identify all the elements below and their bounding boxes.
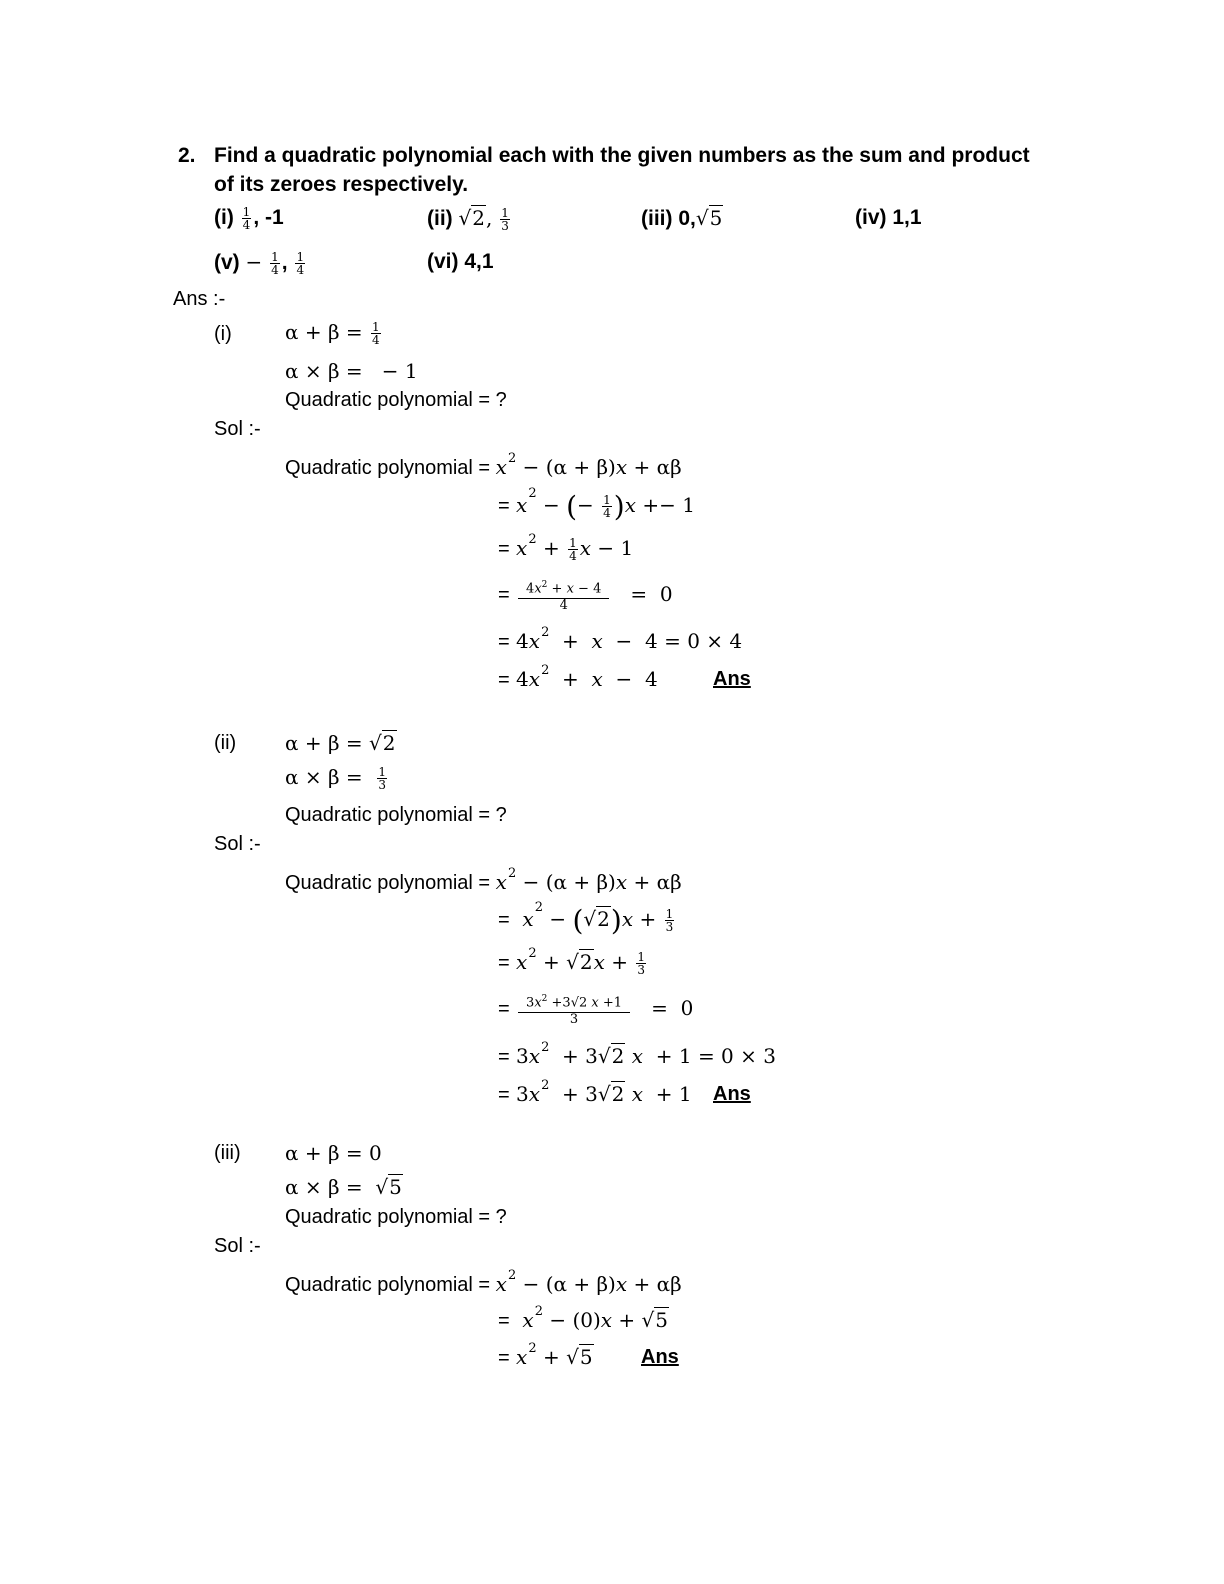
sum-of-zeroes: α + β = 0 (285, 1141, 382, 1165)
qp-label: Quadratic polynomial = $x^2 - (\alpha + \beta)x + \alpha\beta$ (285, 451, 682, 479)
part-i: (i) $\frac{1}{4}$ , -1 (214, 205, 284, 232)
product-of-zeroes: α × β = − 1 (285, 359, 418, 383)
part-label: (vi) (427, 250, 459, 273)
step: = $4x^2 + x - 4 = 0 \times 4$ (498, 625, 743, 653)
part-label: (iii) (641, 207, 673, 230)
question-text-line2: of its zeroes respectively. (214, 173, 469, 196)
product-of-zeroes: α × β = $\frac{1}{3}$ (285, 765, 387, 792)
sol-label: Sol :- (214, 1235, 261, 1257)
fraction: $\frac{1}{4}$ (271, 249, 279, 277)
step: = $x^2 + √2x$ + $\frac{1}{3}$ (498, 946, 645, 977)
step: = $3x^2 + 3√2$ x + 1 (498, 1078, 692, 1106)
solution-label: (iii) (214, 1142, 241, 1164)
sol-label: Sol :- (214, 833, 261, 855)
part-label: (v) (214, 251, 240, 274)
step: = $x^2 - (0)x + √5$ (498, 1304, 669, 1332)
sum-of-zeroes: α + β = $\frac{1}{4}$ (285, 320, 380, 347)
product-of-zeroes: α × β = √5 (285, 1175, 402, 1199)
sum-of-zeroes: α + β = √2 (285, 731, 396, 755)
part-iii: (iii) 0,√5 (641, 206, 723, 230)
part-label: (i) (214, 206, 234, 230)
step: = $\frac{4x^2 + x - 4}{4}$ = 0 (498, 580, 673, 614)
solution-label: (ii) (214, 732, 237, 754)
solution-label: (i) (214, 323, 232, 345)
step: = $x^2$ − (− $\frac{1}{4}$ )x +− 1 (498, 486, 695, 523)
ans-marker: Ans (641, 1346, 679, 1368)
step: = $x^2$ + $\frac{1}{4}$ x − 1 (498, 532, 634, 563)
qp-label: Quadratic polynomial = $x^2 - (\alpha + \beta)x + \alpha\beta$ (285, 866, 682, 894)
fraction: $\frac{1}{4}$ (296, 249, 305, 277)
question-number: 2. (178, 144, 196, 167)
part-ii: (ii) √2, $\frac{1}{3}$ (427, 205, 509, 233)
part-label: (iv) (855, 206, 887, 229)
qp-unknown: Quadratic polynomial = ? (285, 1206, 507, 1228)
step: = $4x^2 + x - 4$ (498, 663, 658, 691)
ans-marker: Ans (713, 1083, 751, 1105)
sol-label: Sol :- (214, 418, 261, 440)
step: = $x^2 - (√2)x$ + $\frac{1}{3}$ (498, 900, 674, 937)
question-text-line1: Find a quadratic polynomial each with the given numbers as the sum and product (214, 144, 1030, 167)
ans-heading: Ans :- (173, 288, 226, 310)
qp-unknown: Quadratic polynomial = ? (285, 804, 507, 826)
fraction: $\frac{1}{3}$ (501, 205, 509, 233)
ans-marker: Ans (713, 668, 751, 690)
part-v: (v) − $\frac{1}{4}$ , $\frac{1}{4}$ (214, 249, 305, 277)
part-label: (ii) (427, 207, 453, 230)
fraction: $\frac{1}{4}$ (242, 205, 251, 232)
qp-label: Quadratic polynomial = $x^2 - (\alpha + \beta)x + \alpha\beta$ (285, 1268, 682, 1296)
step: = $x^2 + √5$ (498, 1341, 593, 1369)
part-vi: (vi) 4,1 (427, 250, 494, 273)
step: = $\frac{3x^2 +3√2 x +1}{3}$ = 0 (498, 994, 694, 1028)
part-iv: (iv) 1,1 (855, 206, 922, 229)
qp-unknown: Quadratic polynomial = ? (285, 389, 507, 411)
step: = $3x^2 + 3√2$ x + 1 = 0 × 3 (498, 1040, 776, 1068)
